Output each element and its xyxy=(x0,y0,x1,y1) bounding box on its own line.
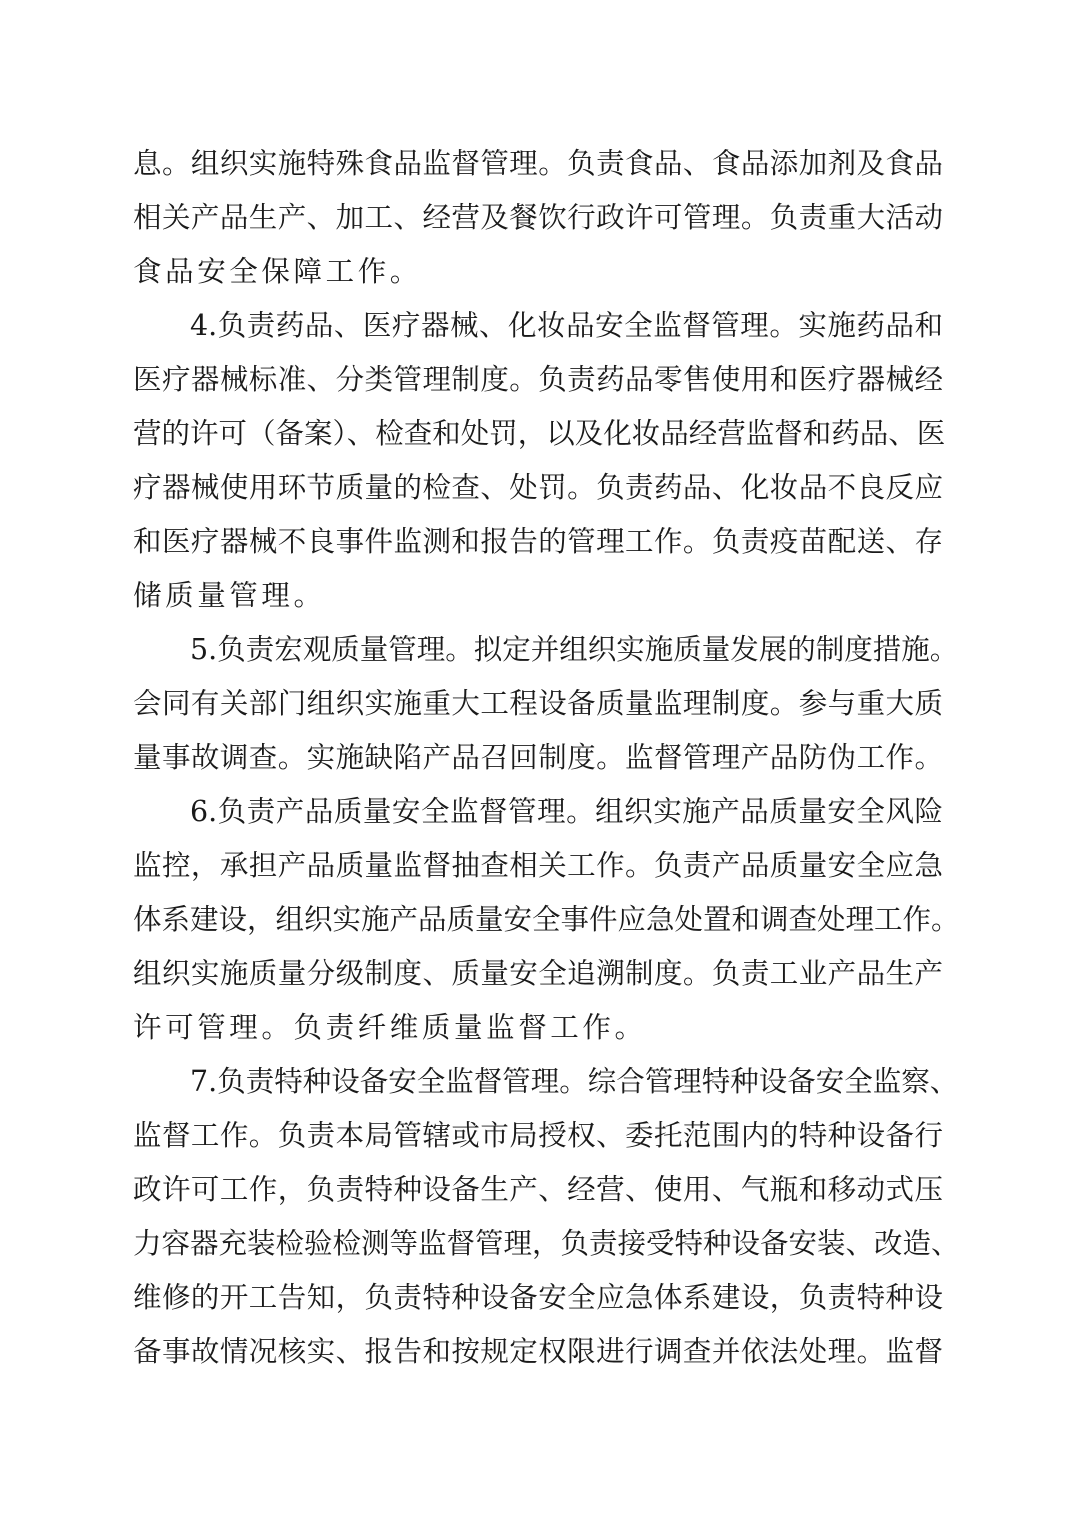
text-line: 组织实施质量分级制度、质量安全追溯制度。负责工业产品生产 xyxy=(133,957,943,990)
text-line: 5.负责宏观质量管理。拟定并组织实施质量发展的制度措施。 xyxy=(190,633,959,666)
text-line: 量事故调查。实施缺陷产品召回制度。监督管理产品防伪工作。 xyxy=(133,741,943,774)
text-line: 4.负责药品、医疗器械、化妆品安全监督管理。实施药品和 xyxy=(190,309,943,342)
text-line: 监控，承担产品质量监督抽查相关工作。负责产品质量安全应急 xyxy=(133,849,943,882)
text-line: 体系建设，组织实施产品质量安全事件应急处置和调查处理工作。 xyxy=(133,903,960,936)
text-line: 医疗器械标准、分类管理制度。负责药品零售使用和医疗器械经 xyxy=(133,363,943,396)
text-line: 食品安全保障工作。 xyxy=(133,255,422,288)
text-line: 7.负责特种设备安全监督管理。综合管理特种设备安全监察、 xyxy=(190,1065,959,1098)
text-line: 维修的开工告知，负责特种设备安全应急体系建设，负责特种设 xyxy=(133,1281,943,1314)
text-line: 力容器充装检验检测等监督管理，负责接受特种设备安装、改造、 xyxy=(133,1227,960,1260)
text-line: 会同有关部门组织实施重大工程设备质量监理制度。参与重大质 xyxy=(133,687,943,720)
text-line: 6.负责产品质量安全监督管理。组织实施产品质量安全风险 xyxy=(190,795,943,828)
text-line: 相关产品生产、加工、经营及餐饮行政许可管理。负责重大活动 xyxy=(133,201,943,234)
text-line: 疗器械使用环节质量的检查、处罚。负责药品、化妆品不良反应 xyxy=(133,471,943,504)
text-line: 储质量管理。 xyxy=(133,579,326,612)
text-line: 政许可工作，负责特种设备生产、经营、使用、气瓶和移动式压 xyxy=(133,1173,943,1206)
text-line: 许可管理。负责纤维质量监督工作。 xyxy=(133,1011,647,1044)
text-line: 营的许可（备案）、检查和处罚，以及化妆品经营监督和药品、医 xyxy=(133,417,946,450)
text-line: 备事故情况核实、报告和按规定权限进行调查并依法处理。监督 xyxy=(133,1335,943,1368)
text-line: 和医疗器械不良事件监测和报告的管理工作。负责疫苗配送、存 xyxy=(133,525,943,558)
text-line: 监督工作。负责本局管辖或市局授权、委托范围内的特种设备行 xyxy=(133,1119,943,1152)
text-line: 息。组织实施特殊食品监督管理。负责食品、食品添加剂及食品 xyxy=(133,147,943,180)
